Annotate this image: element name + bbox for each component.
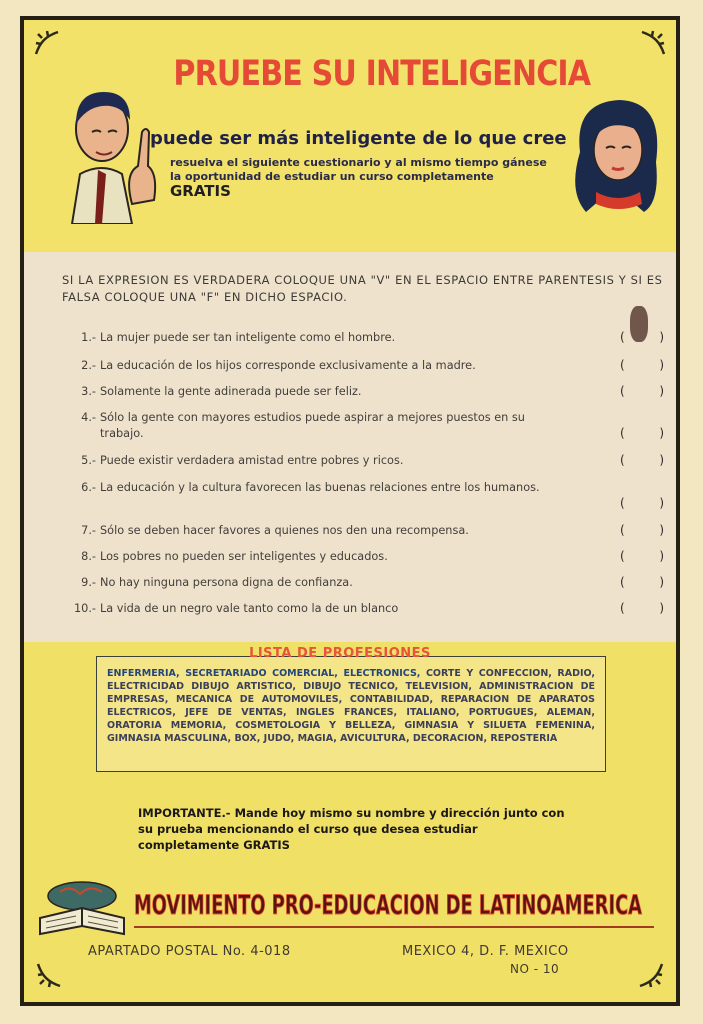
woman-portrait-illustration <box>560 92 670 222</box>
paren-open: ( <box>620 384 625 398</box>
answer-blank[interactable] <box>620 549 664 563</box>
paren-open: ( <box>620 523 625 537</box>
ad-title: PRUEBE SU INTELIGENCIA <box>173 54 591 94</box>
question-text: La vida de un negro vale tanto como la de un blanco <box>100 602 399 615</box>
answer-blank[interactable] <box>620 358 664 372</box>
answer-blank[interactable] <box>620 575 664 589</box>
paren-close: ) <box>659 426 664 440</box>
instructions-text: SI LA EXPRESION ES VERDADERA COLOQUE UNA "V" EN EL ESPACIO ENTRE PARENTESIS Y SI ES FALSA COLOQUE UNA "F" EN DICHO ESPACIO. <box>62 273 663 304</box>
question-text: La mujer puede ser tan inteligente como el hombre. <box>100 331 396 344</box>
corner-ornament-icon <box>32 28 62 58</box>
question-number: 10.- <box>73 602 96 615</box>
question-item <box>62 549 580 565</box>
paren-open: ( <box>620 426 625 440</box>
paren-close: ) <box>659 453 664 467</box>
question-text: La educación y la cultura favorecen las buenas relaciones entre los humanos. <box>100 481 540 494</box>
paren-close: ) <box>659 496 664 510</box>
professions-lead: ENFERMERIA, SECRETARIADO COMERCIAL, ELECTRONICS, <box>107 668 426 679</box>
paren-close: ) <box>659 523 664 537</box>
paren-open: ( <box>620 549 625 563</box>
question-item <box>62 523 580 539</box>
question-item <box>62 575 580 591</box>
professions-title: LISTA DE PROFESIONES <box>249 646 431 661</box>
answer-blank[interactable] <box>620 330 664 344</box>
ad-subtext <box>170 156 550 200</box>
paren-close: ) <box>659 358 664 372</box>
city-address: MEXICO 4, D. F. MEXICO <box>402 944 569 959</box>
question-text: Los pobres no pueden ser inteligentes y educados. <box>100 550 388 563</box>
corner-ornament-icon <box>638 28 668 58</box>
question-number: 2.- <box>81 359 96 372</box>
paren-open: ( <box>620 358 625 372</box>
question-number: 7.- <box>81 524 96 537</box>
paren-open: ( <box>620 330 625 344</box>
question-item <box>62 480 540 496</box>
answer-blank[interactable] <box>620 601 664 615</box>
paren-close: ) <box>659 330 664 344</box>
paren-close: ) <box>659 384 664 398</box>
paren-open: ( <box>620 453 625 467</box>
book-emblem-icon <box>36 878 128 940</box>
subtext-body: resuelva el siguiente cuestionario y al mismo tiempo gánese la oportunidad de estudiar un curso completamente <box>170 156 547 183</box>
question-text: Puede existir verdadera amistad entre pobres y ricos. <box>100 454 404 467</box>
ad-code: NO - 10 <box>510 962 560 976</box>
question-item <box>62 601 580 617</box>
question-item <box>62 384 580 400</box>
answer-blank[interactable] <box>620 384 664 398</box>
question-item <box>62 358 580 374</box>
question-number: 4.- <box>81 411 96 424</box>
postal-address: APARTADO POSTAL No. 4-018 <box>88 944 291 959</box>
question-text: No hay ninguna persona digna de confianza. <box>100 576 353 589</box>
thinking-man-illustration <box>62 74 162 224</box>
corner-ornament-icon <box>34 960 64 990</box>
question-text: La educación de los hijos corresponde exclusivamente a la madre. <box>100 359 476 372</box>
organization-name: MOVIMIENTO PRO-EDUCACION DE LATINOAMERICA <box>134 890 642 921</box>
answer-blank[interactable] <box>620 496 664 510</box>
question-item <box>62 410 540 442</box>
gratis-label: GRATIS <box>170 182 231 200</box>
paren-close: ) <box>659 549 664 563</box>
question-text: Sólo la gente con mayores estudios puede aspirar a mejores puestos en su trabajo. <box>100 411 525 440</box>
answer-blank[interactable] <box>620 453 664 467</box>
question-number: 3.- <box>81 385 96 398</box>
answer-blank[interactable] <box>620 426 664 440</box>
question-number: 9.- <box>81 576 96 589</box>
corner-ornament-icon <box>636 960 666 990</box>
question-number: 6.- <box>81 481 96 494</box>
question-number: 8.- <box>81 550 96 563</box>
question-text: Sólo se deben hacer favores a quienes nos den una recompensa. <box>100 524 469 537</box>
question-item <box>62 330 580 346</box>
ad-subtitle: puede ser más inteligente de lo que cree <box>150 128 567 149</box>
paren-close: ) <box>659 575 664 589</box>
question-item <box>62 453 580 469</box>
question-number: 5.- <box>81 454 96 467</box>
important-notice: IMPORTANTE.- Mande hoy mismo su nombre y dirección junto con su prueba mencionando el curso que desea estudiar completamente GRATIS <box>138 806 565 852</box>
answer-blank[interactable] <box>620 523 664 537</box>
professions-box <box>96 656 606 772</box>
question-text: Solamente la gente adinerada puede ser feliz. <box>100 385 362 398</box>
ad-frame <box>20 16 680 1006</box>
paren-open: ( <box>620 496 625 510</box>
paren-close: ) <box>659 601 664 615</box>
professions-list: CORTE Y CONFECCION, RADIO, ELECTRICIDAD DIBUJO ARTISTICO, DIBUJO TECNICO, TELEVISION, ADMINISTRACION DE EMPRESAS, MECANICA DE AUTOMOVILES, CONTABILIDAD, REPARACION DE APARATOS ELECTRICOS, JEFE DE VENTAS, INGLES FRANCES, ITALIANO, PORTUGUES, ALEMAN, ORATORIA MEMORIA, COSMETOLOGIA Y BELLEZA, GIMNASIA Y SILUETA FEMENINA, GIMNASIA MASCULINA, BOX, JUDO, MAGIA, AVICULTURA, DECORACION, REPOSTERIA <box>107 668 595 744</box>
question-number: 1.- <box>81 331 96 344</box>
paren-open: ( <box>620 601 625 615</box>
paren-open: ( <box>620 575 625 589</box>
organization-underline <box>134 926 654 928</box>
